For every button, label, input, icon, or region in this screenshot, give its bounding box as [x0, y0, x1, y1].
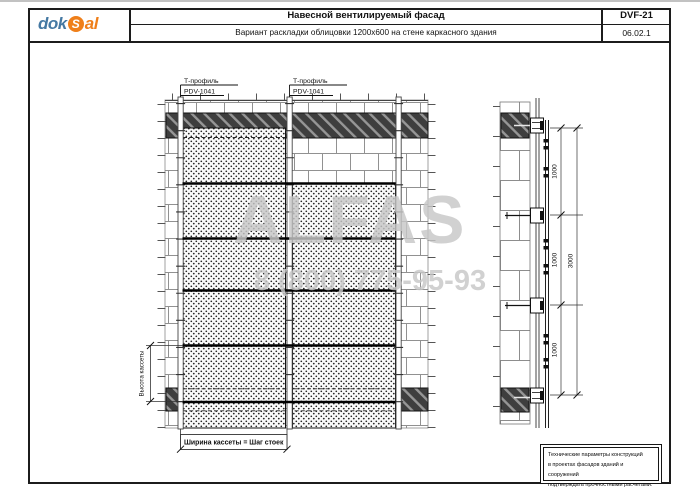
profile-label-2-line1: Т-профиль — [293, 77, 328, 85]
logo-text-al: al — [84, 14, 98, 33]
cassette-width-label: Ширина кассеты = Шаг стоек — [183, 439, 284, 447]
cassette-height-label: Высота кассеты — [138, 350, 146, 397]
document-title: Навесной вентилируемый фасад — [287, 10, 445, 21]
watermark-brand: ALFAS — [233, 182, 467, 258]
watermark-phone: 8 (800) 775-95-93 — [253, 265, 487, 297]
note-line-1: Технические параметры конструкций — [548, 452, 643, 458]
title-block-row-divider — [130, 24, 671, 25]
sheet-number: 06.02.1 — [622, 28, 651, 38]
profile-label-1-line2: PDV-1041 — [184, 88, 215, 96]
dim-1000-c: 1000 — [551, 342, 559, 358]
page-frame — [28, 8, 671, 484]
dim-3000-total: 3000 — [567, 253, 575, 269]
note-line-2: в проектах фасадов зданий и сооружений — [548, 461, 624, 478]
dim-1000-a: 1000 — [551, 164, 559, 179]
note-line-3: подтверждать прочностными расчетами. — [548, 481, 653, 488]
document-code: DVF-21 — [620, 10, 653, 21]
technical-note-inner — [543, 447, 659, 488]
dim-1000-b: 1000 — [551, 252, 559, 268]
profile-label-1-line1: Т-профиль — [184, 77, 219, 85]
profile-label-2-line2: PDV-1041 — [293, 88, 324, 96]
logo-text-dok: dok — [38, 14, 67, 33]
company-logo — [38, 13, 128, 35]
technical-note-box — [540, 444, 662, 488]
document-subtitle: Вариант раскладки облицовки 1200x600 на стене каркасного здания — [235, 28, 497, 37]
title-block-bottom-line — [30, 41, 669, 43]
logo-s-icon: S — [68, 16, 84, 32]
